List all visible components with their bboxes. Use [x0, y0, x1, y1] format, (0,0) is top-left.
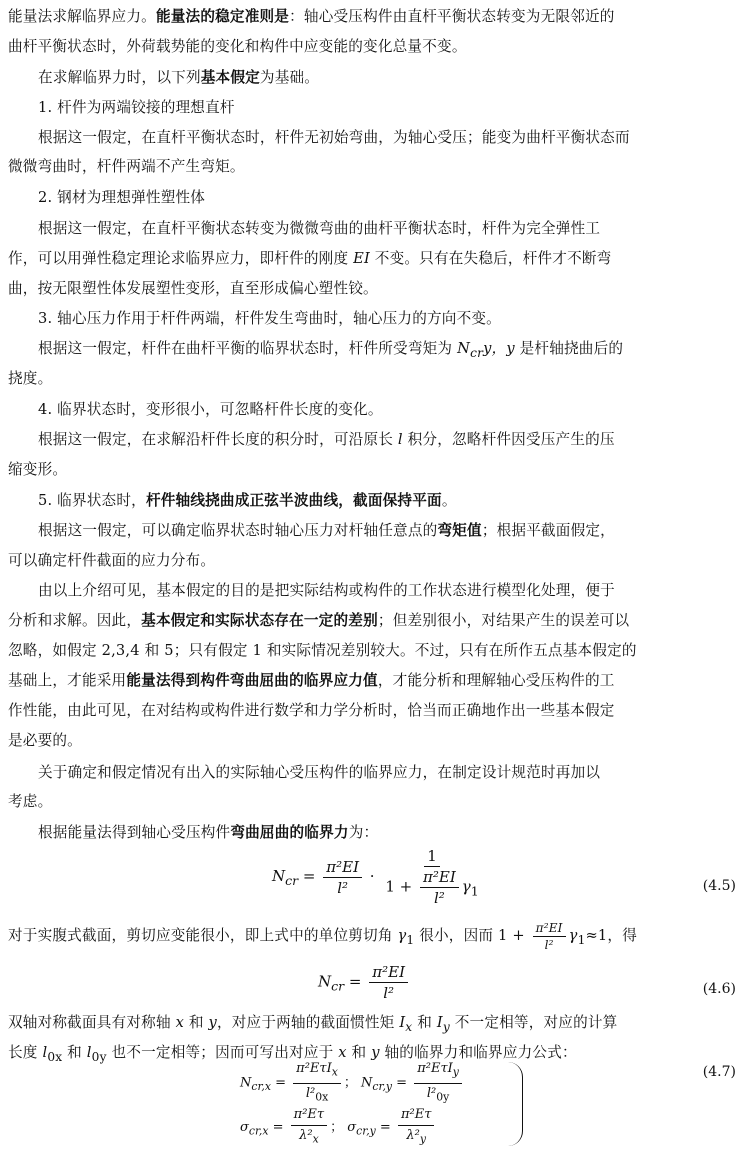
paragraph-line: 根据这一假定，在直杆平衡状态时，杆件无初始弯曲，为轴心受压；能变为曲杆平衡状态而	[38, 129, 630, 146]
paragraph-line: 可以确定杆件截面的应力分布。	[8, 552, 216, 569]
assumption-heading: 3. 轴心压力作用于杆件两端，杆件发生弯曲时，轴心压力的方向不变。	[38, 310, 501, 327]
fraction: $\frac{\text{π²EI}}{\text{l²}}$	[533, 921, 566, 952]
paragraph-line: 考虑。	[8, 793, 53, 810]
equation-4-6: $N_{cr}$ = $\frac{\text{π²EI}}{\text{l²}}$	[318, 963, 411, 1002]
assumption-heading: 2. 钢材为理想弹性塑性体	[38, 189, 206, 206]
fraction: $\frac{\text{π²EI}}{\text{l²}}$	[420, 868, 459, 907]
paragraph-line: 分析和求解。因此，基本假定和实际状态存在一定的差别；但差别很小，对结果产生的误差可以	[8, 612, 630, 629]
paragraph-line: 作性能，由此可见，在对结构或构件进行数学和力学分析时，恰当而正确地作出一些基本假定	[8, 702, 615, 719]
paragraph-line: 根据这一假定，可以确定临界状态时轴心压力对杆轴任意点的弯矩值；根据平截面假定，	[38, 522, 615, 539]
paragraph-line: 对于实腹式截面，剪切应变能很小，即上式中的单位剪切角 $\gamma_1$ 很小，因而 1 + $\frac{\text{π²EI}}{\text{l²}}$ $\gamma_1\approx 1$，得	[8, 920, 638, 952]
paragraph-line: 曲杆平衡状态时，外荷载势能的变化和构件中应变能的变化总量不变。	[8, 38, 467, 55]
fraction: $\frac{\text{π²EI}}{\text{l²}}$	[323, 858, 362, 897]
equation-4-5: $N_{cr}$ = $\frac{\text{π²EI}}{\text{l²}}$ · 1 1 + $\frac{\text{π²EI}}{\text{l²}}$ $\gamma_1$	[272, 847, 485, 907]
paragraph-line: 关于确定和假定情况有出入的实际轴心受压构件的临界应力，在制定设计规范时再加以	[38, 764, 601, 781]
assumption-heading: 5. 临界状态时，杆件轴线挠曲成正弦半波曲线，截面保持平面。	[38, 492, 457, 509]
fraction: $\frac{\text{π²EI}}{\text{l²}}$	[369, 963, 408, 1002]
paragraph-line: 在求解临界力时，以下列基本假定为基础。	[38, 69, 320, 86]
fraction: $\frac{\pi^2E\tau I_y}{l^2_{0y}}$	[414, 1060, 462, 1106]
paragraph-line: 由以上介绍可见，基本假定的目的是把实际结构或构件的工作状态进行模型化处理，便于	[38, 582, 615, 599]
paragraph-line: 双轴对称截面具有对称轴 x 和 y，对应于两轴的截面惯性矩 $I_x$ 和 $I_y$ 不一定相等，对应的计算	[8, 1014, 618, 1034]
paragraph-line: 挠度。	[8, 370, 53, 387]
paragraph-line: 根据这一假定，在求解沿杆件长度的积分时，可沿原长 l 积分，忽略杆件因受压产生的压	[38, 431, 615, 448]
paragraph-line: 忽略，如假定 2,3,4 和 5；只有假定 1 和实际情况差别较大。不过，只有在所作五点基本假定的	[8, 642, 637, 659]
paragraph-line: 曲，按无限塑性体发展塑性变形，直至形成偏心塑性铰。	[8, 280, 378, 297]
fraction: $\frac{\text{π²Eτ}}{\lambda^2_x}$	[291, 1106, 327, 1149]
fraction: $\frac{\text{π²Eτ}}{\lambda^2_y}$	[398, 1106, 434, 1149]
assumption-heading: 4. 临界状态时，变形很小，可忽略杆件长度的变化。	[38, 401, 383, 418]
assumption-heading: 1. 杆件为两端铰接的理想直杆	[38, 99, 235, 116]
equation-4-7: $N_{cr,x}$ = $\frac{\pi^2E\tau I_x}{l^2_{0x}}$ ； $N_{cr,y}$ = $\frac{\pi^2E\tau I_y}{l^2_{0y}}$ $\sigma_{cr,x}$ = $\frac{\text{π²Eτ}}{\lambda^2_x}$ ； $\sigma_{cr,y}$ = $\frac{\text{π²Eτ}}{\lambda^2_y}$	[240, 1060, 465, 1149]
paragraph-line: 根据这一假定，在直杆平衡状态转变为微微弯曲的曲杆平衡状态时，杆件为完全弹性工	[38, 220, 601, 237]
equation-number: (4.5)	[702, 878, 736, 894]
paragraph-line: 作，可以用弹性稳定理论求临界应力，即杆件的刚度 EI 不变。只有在失稳后，杆件才不断弯	[8, 250, 612, 267]
paragraph-line: 微微弯曲时，杆件两端不产生弯矩。	[8, 158, 245, 175]
paragraph-line: 缩变形。	[8, 461, 68, 478]
paragraph-line: 能量法求解临界应力。能量法的稳定准则是：轴心受压构件由直杆平衡状态转变为无限邻近的	[8, 8, 615, 25]
equation-number: (4.6)	[702, 981, 736, 997]
fraction: 1 1 + $\frac{\text{π²EI}}{\text{l²}}$ $\gamma_1$	[385, 847, 479, 907]
paragraph-line: 基础上，才能采用能量法得到构件弯曲屈曲的临界应力值，才能分析和理解轴心受压构件的工	[8, 672, 615, 689]
fraction: $\frac{\pi^2E\tau I_x}{l^2_{0x}}$	[293, 1060, 341, 1106]
paragraph-line: 根据能量法得到轴心受压构件弯曲屈曲的临界力为：	[38, 824, 379, 841]
paragraph-line: 是必要的。	[8, 732, 82, 749]
right-brace	[508, 1062, 523, 1146]
paragraph-line: 长度 $l_{0x}$ 和 $l_{0y}$ 也不一定相等；因而可写出对应于 x 和 y 轴的临界力和临界应力公式：	[8, 1044, 577, 1064]
equation-number: (4.7)	[702, 1064, 736, 1080]
paragraph-line: 根据这一假定，杆件在曲杆平衡的临界状态时，杆件所受弯矩为 $N_{cr}y$，y 是杆轴挠曲后的	[38, 340, 624, 360]
